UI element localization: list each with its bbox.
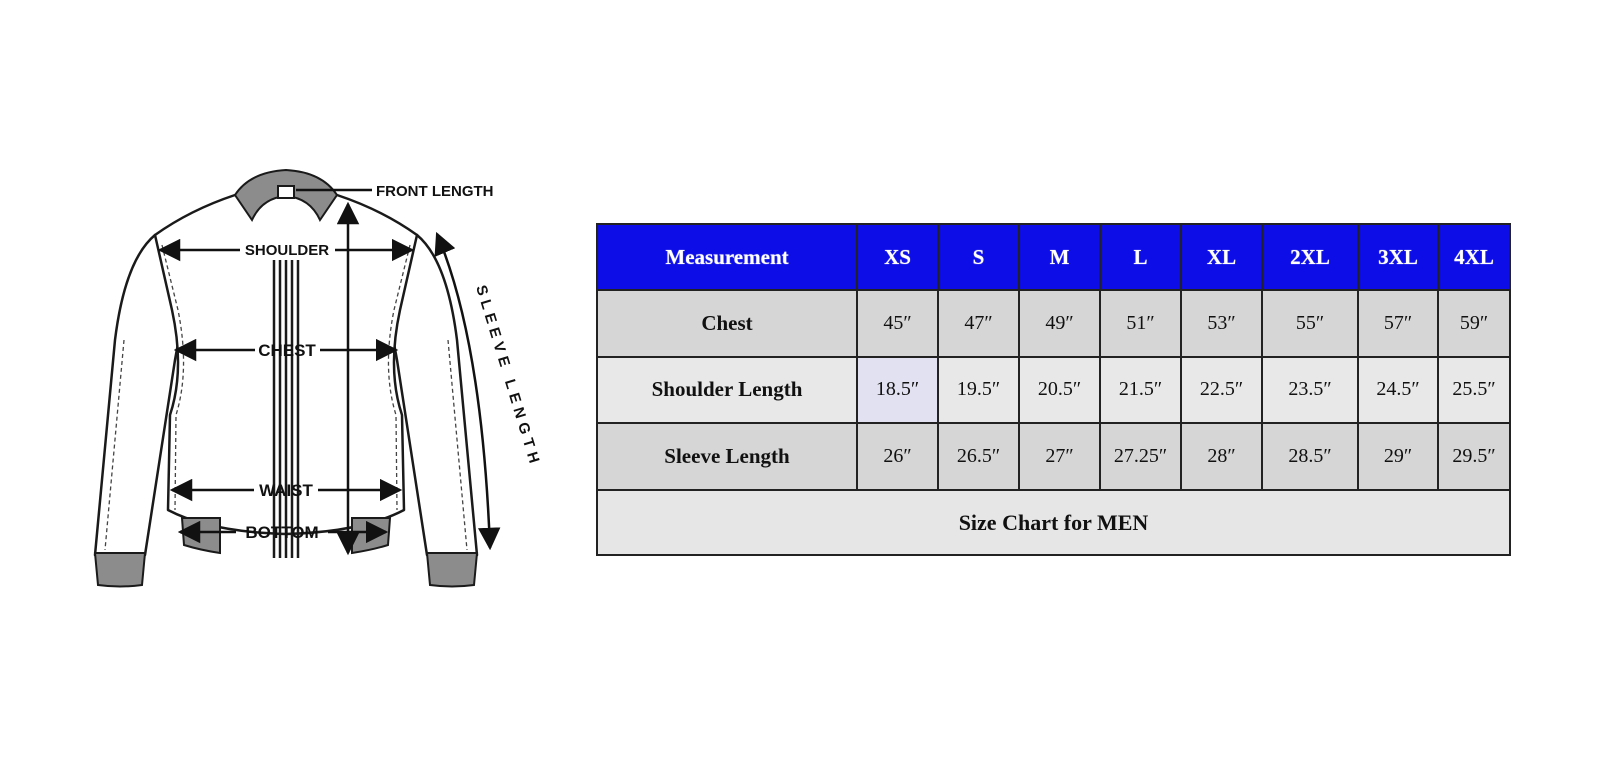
table-cell: 22.5″ bbox=[1181, 357, 1262, 424]
bottom-label: BOTTOM bbox=[245, 523, 319, 542]
row-label: Sleeve Length bbox=[597, 423, 857, 490]
table-cell: 26.5″ bbox=[938, 423, 1019, 490]
table-cell: 23.5″ bbox=[1262, 357, 1358, 424]
header-size-4xl: 4XL bbox=[1438, 224, 1510, 290]
waistband-left bbox=[182, 518, 220, 553]
header-size-3xl: 3XL bbox=[1358, 224, 1438, 290]
header-size-xs: XS bbox=[857, 224, 938, 290]
table-header-row bbox=[597, 224, 1510, 290]
table-cell: 45″ bbox=[857, 290, 938, 357]
table-cell: 20.5″ bbox=[1019, 357, 1100, 424]
table-cell: 29.5″ bbox=[1438, 423, 1510, 490]
shoulder-label: SHOULDER bbox=[244, 242, 330, 259]
header-size-xl: XL bbox=[1181, 224, 1262, 290]
table-cell: 49″ bbox=[1019, 290, 1100, 357]
table-cell: 26″ bbox=[857, 423, 938, 490]
table-cell: 29″ bbox=[1358, 423, 1438, 490]
front-length-label: FRONT LENGTH bbox=[376, 183, 494, 200]
table-cell: 27″ bbox=[1019, 423, 1100, 490]
table-cell: 59″ bbox=[1438, 290, 1510, 357]
waistband-right bbox=[352, 518, 390, 553]
table-cell: 21.5″ bbox=[1100, 357, 1181, 424]
table-cell: 57″ bbox=[1358, 290, 1438, 357]
table-caption: Size Chart for MEN bbox=[597, 490, 1510, 555]
row-label: Shoulder Length bbox=[597, 357, 857, 424]
table-cell: 51″ bbox=[1100, 290, 1181, 357]
sleeve-length-label: SLEEVE LENGTH bbox=[472, 283, 544, 470]
jacket-measurement-diagram bbox=[80, 160, 544, 610]
waist-label: WAIST bbox=[259, 481, 313, 500]
header-size-m: M bbox=[1019, 224, 1100, 290]
size-chart-table bbox=[596, 223, 1511, 556]
header-size-2xl: 2XL bbox=[1262, 224, 1358, 290]
table-cell: 53″ bbox=[1181, 290, 1262, 357]
chest-label: CHEST bbox=[258, 341, 316, 360]
table-caption-row bbox=[597, 490, 1510, 555]
table-cell: 25.5″ bbox=[1438, 357, 1510, 424]
zipper-pull bbox=[278, 186, 294, 198]
table-cell: 28.5″ bbox=[1262, 423, 1358, 490]
table-row-sleeve-length bbox=[597, 423, 1510, 490]
row-label: Chest bbox=[597, 290, 857, 357]
table-row-shoulder-length bbox=[597, 357, 1510, 424]
table-cell: 55″ bbox=[1262, 290, 1358, 357]
table-cell: 27.25″ bbox=[1100, 423, 1181, 490]
table-cell: 47″ bbox=[938, 290, 1019, 357]
table-cell: 19.5″ bbox=[938, 357, 1019, 424]
left-cuff bbox=[95, 553, 145, 587]
header-size-s: S bbox=[938, 224, 1019, 290]
right-cuff bbox=[427, 553, 477, 587]
table-cell: 28″ bbox=[1181, 423, 1262, 490]
header-size-l: L bbox=[1100, 224, 1181, 290]
table-cell: 24.5″ bbox=[1358, 357, 1438, 424]
table-row-chest bbox=[597, 290, 1510, 357]
header-measurement: Measurement bbox=[597, 224, 857, 290]
table-cell: 18.5″ bbox=[857, 357, 938, 424]
